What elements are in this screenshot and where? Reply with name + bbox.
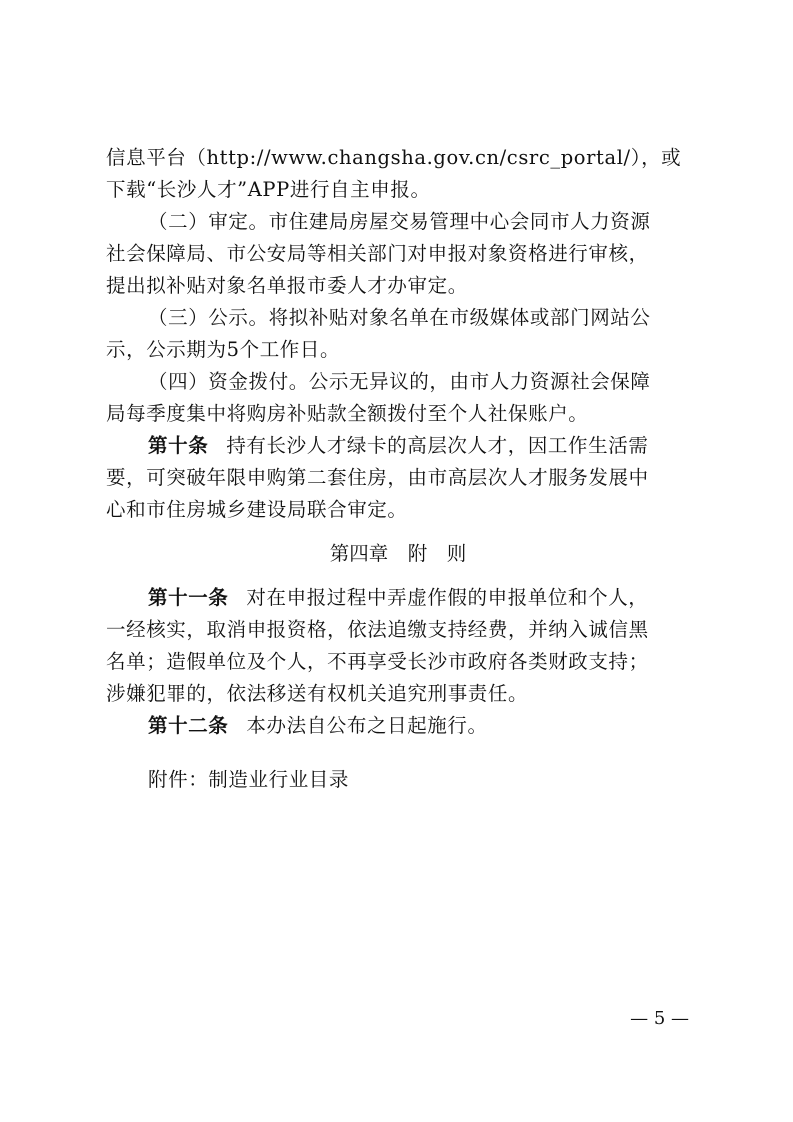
article-11-line-3: 名单；造假单位及个人，不再享受长沙市政府各类财政支持； (106, 650, 649, 673)
article-12-text: 本办法自公布之日起施行。 (246, 714, 488, 737)
text-line-8: （四）资金拨付。公示无异议的，由市人力资源社会保障 (148, 370, 651, 393)
text-line-7: 示，公示期为5个工作日。 (106, 338, 341, 361)
page-number: — 5 — (630, 1008, 689, 1029)
article-11-label: 第十一条 (148, 586, 229, 609)
article-11-text: 对在申报过程中弄虚作假的申报单位和个人， (246, 586, 649, 609)
chapter-heading: 第四章 附 则 (329, 542, 467, 565)
text-line-3: （二）审定。市住建局房屋交易管理中心会同市人力资源 (148, 210, 651, 233)
attachment-note: 附件：制造业行业目录 (148, 768, 350, 791)
article-10 (106, 430, 690, 462)
document-body (106, 142, 690, 796)
article-12 (106, 710, 690, 742)
article-11-line-2: 一经核实，取消申报资格，依法追缴支持经费，并纳入诚信黑 (106, 618, 649, 641)
text-line-2: 下载“长沙人才”APP进行自主申报。 (106, 178, 431, 201)
article-11 (106, 582, 690, 614)
text-line-4: 社会保障局、市公安局等相关部门对申报对象资格进行审核， (106, 242, 649, 265)
article-10-line-2: 要，可突破年限申购第二套住房，由市高层次人才服务发展中 (106, 466, 649, 489)
text-line-5: 提出拟补贴对象名单报市委人才办审定。 (106, 274, 468, 297)
text-line-9: 局每季度集中将购房补贴款全额拨付至个人社保账户。 (106, 402, 589, 425)
text-line-1: 信息平台（http://www.changsha.gov.cn/csrc_portal/），或 (106, 146, 682, 169)
article-11-line-4: 涉嫌犯罪的，依法移送有权机关追究刑事责任。 (106, 682, 529, 705)
text-line-6: （三）公示。将拟补贴对象名单在市级媒体或部门网站公 (148, 306, 651, 329)
article-10-line-3: 心和市住房城乡建设局联合审定。 (106, 498, 408, 521)
article-10-label: 第十条 (148, 434, 209, 457)
article-12-label: 第十二条 (148, 714, 229, 737)
article-10-text: 持有长沙人才绿卡的高层次人才，因工作生活需 (226, 434, 649, 457)
